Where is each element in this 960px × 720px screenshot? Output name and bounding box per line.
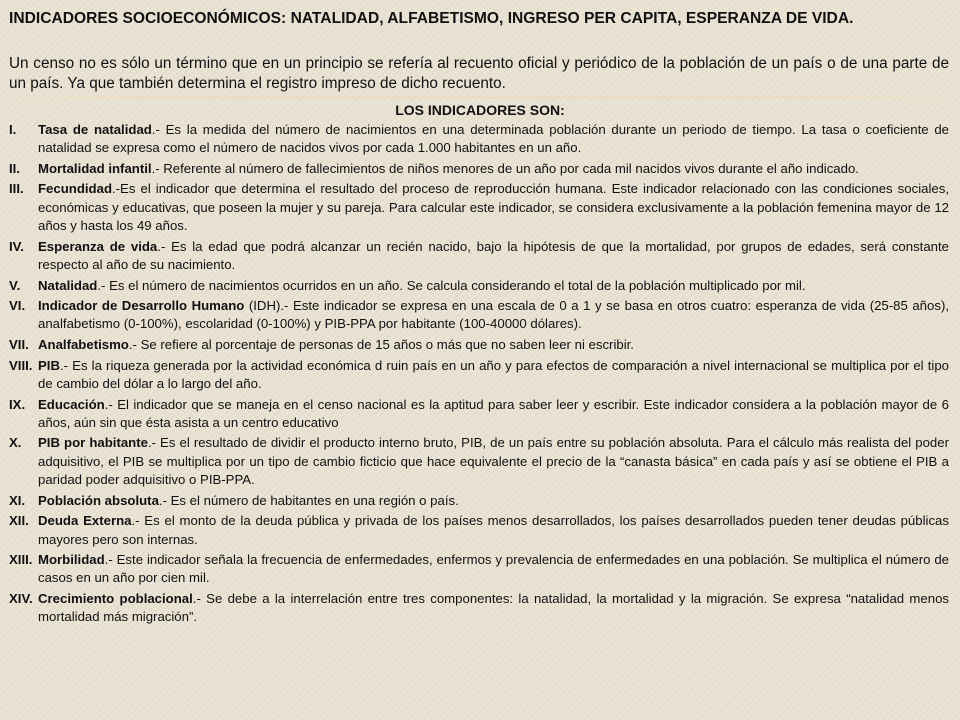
item-text [38,492,949,510]
item-description: .- Se refiere al porcentaje de personas de 15 años o más que no saben leer ni escribir. [128,337,634,353]
item-number: VIII. [9,357,33,373]
item-number: XII. [9,513,29,529]
list-item [9,590,949,627]
item-text [38,551,949,588]
item-term: PIB [38,357,60,373]
item-description: .- Es el número de nacimientos ocurridos en un año. Se calcula considerando el total de la población multiplicado por mil. [97,277,806,293]
item-description: .- Es el resultado de dividir el producto interno bruto, PIB, de un país entre su población absoluta. Para el cálculo más realista del poder adquisitivo, el PIB se multiplica por un tipo de cambio ficticio que hace equivalente el precio de la “canasta básica” en cada país y así se obtiene el PIB a paridad poder adquisitivo o PIB-PPA. [38,435,949,488]
item-term: Tasa de natalidad [38,122,152,137]
item-term: Fecundidad [38,181,112,197]
item-number: IX. [9,396,26,412]
list-item [9,396,949,433]
item-term: PIB por habitante [38,435,148,451]
list-item [9,238,949,275]
item-text [38,160,949,178]
item-text [38,277,949,295]
item-number: XIII. [9,552,33,568]
item-term: Analfabetismo [38,337,129,353]
indicators-subtitle: LOS INDICADORES SON: [395,102,565,118]
item-text [38,238,949,275]
item-text [38,434,949,489]
item-text [38,180,949,235]
item-number: XI. [9,492,26,508]
item-term: Crecimiento poblacional [38,590,193,606]
item-number: X. [9,435,22,451]
item-number: II. [9,160,20,176]
indicator-list [9,121,949,629]
item-number: V. [9,277,21,293]
slide-title: INDICADORES SOCIOECONÓMICOS: NATALIDAD, ALFABETISMO, INGRESO PER CAPITA, ESPERANZA DE VIDA. [9,10,854,27]
item-description: (IDH).- Este indicador se expresa en una escala de 0 a 1 y se basa en otros cuatro: esperanza de vida (25-85 años), analfabetismo (0-100%), escolaridad (0-100%) y PIB-PPA por habitante (100-40000 dólares). [38,298,949,332]
item-term: Natalidad [38,277,98,293]
item-term: Mortalidad infantil [38,160,152,176]
item-description: .- Es la riqueza generada por la actividad económica d ruin país en un año y para efectos de comparación a nivel internacional se multiplica por el tipo de cambio del dólar a lo largo del año. [38,357,949,391]
item-description: .- Es el número de habitantes en una región o país. [158,492,459,508]
item-number: VII. [9,337,29,353]
item-number: I. [9,122,17,137]
item-number: VI. [9,298,26,314]
list-item [9,160,949,178]
item-term: Esperanza de vida [38,238,158,254]
list-item [9,492,949,510]
item-text [38,121,949,158]
separator-line [0,97,960,98]
list-item [9,357,949,394]
item-term: Población absoluta [38,492,159,508]
list-item [9,277,949,295]
list-item [9,434,949,489]
list-item [9,336,949,354]
item-term: Educación [38,396,105,412]
item-text [38,297,949,334]
item-term: Indicador de Desarrollo Humano [38,298,245,314]
item-text [38,512,949,549]
item-description: .- Se debe a la interrelación entre tres componentes: la natalidad, la mortalidad y la migración. Se expresa “natalidad menos mortalidad más migración”. [38,590,949,625]
list-item [9,551,949,588]
item-term: Deuda Externa [38,513,132,529]
item-number: XIV. [9,590,33,606]
item-number: III. [9,181,24,197]
item-description: .- Este indicador señala la frecuencia de enfermedades, enfermos y prevalencia de enfermedades en una población. Se multiplica el número de casos en un año por cien mil. [38,552,949,586]
item-description: .-Es el indicador que determina el resultado del proceso de reproducción humana. Este indicador relacionado con las condiciones sociales, económicas y educativas, que poseen la mujer y su pareja. Para calcular este indicador, se considera exclusivamente a la población femenina mayor de 12 años y hasta los 49 años. [38,181,949,234]
item-description: .- Referente al número de fallecimientos de niños menores de un año por cada mil nacidos vivos durante el año indicado. [151,160,859,176]
list-item [9,512,949,549]
list-item [9,180,949,235]
item-text [38,590,949,627]
item-description: .- Es la medida del número de nacimientos en una determinada población durante un periodo de tiempo. La tasa o coeficiente de natalidad se expresa como el número de nacidos vivos por cada 1.000 habitantes en un año. [38,122,950,156]
intro-paragraph: Un censo no es sólo un término que en un principio se refería al recuento oficial y periódico de la población de un país o de una parte de un país. Ya que también determina el registro impreso de dicho recuento. [9,55,949,92]
item-description: .- Es el monto de la deuda pública y privada de los países menos desarrollados, los países desarrollados pueden tener deudas públicas mayores pero son internas. [38,513,949,547]
item-text [38,336,949,354]
item-description: .- El indicador que se maneja en el censo nacional es la aptitud para saber leer y escribir. Este indicador considera a la población mayor de 6 años, aún sin que ésta asista a un centro educativo [38,396,949,430]
item-description: .- Es la edad que podrá alcanzar un recién nacido, bajo la hipótesis de que la mortalidad, por grupos de edades, será constante respecto al año de su nacimiento. [38,238,950,272]
list-item [9,121,949,158]
item-term: Morbilidad [38,552,105,568]
item-text [38,357,949,394]
item-number: IV. [9,238,24,254]
item-text [38,396,949,433]
list-item [9,297,949,334]
